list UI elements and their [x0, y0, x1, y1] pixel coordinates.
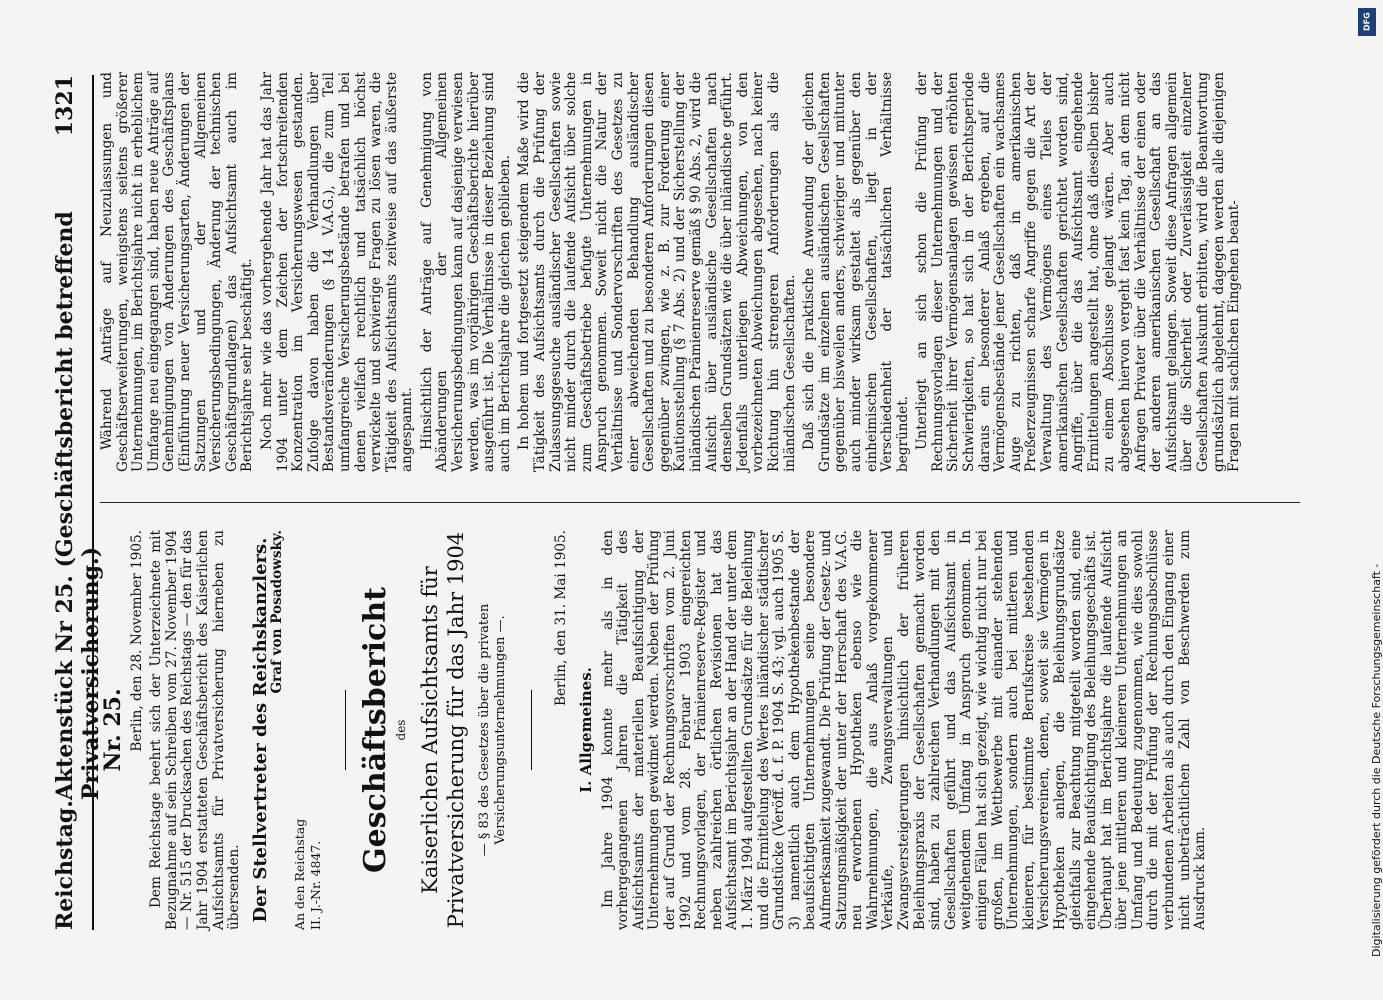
column-divider	[100, 502, 1300, 503]
right-column	[100, 72, 1247, 472]
page-number: 1321	[52, 75, 78, 137]
body-paragraph: Unterliegt an sich schon die Prüfung der Rechnungsvorlagen dieser Unternehmungen und der Sicherheit ihrer Vermögensanlagen gewissen erhöhten Schwierigkeiten, so hat sich in der Berichtsperiode daraus ein besonderer Anlaß ergeben, auf die Vermögensbestände jener Gesellschaften ein wachsames Auge zu richten, daß in amerikanischen Preßerzeugnissen scharfe Angriffe gegen die Art der Verwaltung des Vermögens eines Teiles der amerikanischen Gesellschaften gerichtet worden sind, Angriffe, über die das Aufsichtsamt eingehende Ermittelungen angestellt hat, ohne daß dieselben bisher zu einem Abschlusse gelangt wären. Aber auch abgesehen hiervon vergeht fast kein Tag, an dem nicht Anfragen Privater über die Verhältnisse der einen oder der anderen amerikanischen Gesellschaft an das Aufsichtsamt gelangen. Soweit diese Anfragen allgemein über die Sicherheit oder Zuverlässigkeit einzelner Gesellschaften Auskunft erbitten, wird die Beantwortung grundsätzlich abgelehnt, dagegen werden alle diejenigen Fragen mit sachlichen Eingehen beant-	[914, 72, 1243, 472]
divider	[345, 690, 346, 770]
header-rule	[92, 75, 94, 930]
signature-name: Graf von Posadowsky.	[269, 530, 286, 694]
body-paragraph: Hinsichtlich der Anträge auf Genehmigung von Abänderungen der Allgemeinen Versicherungsbedingungen kann auf dasjenige verwiesen werden, was im vorjährigen Geschäftsberichte hierüber ausgeführt ist. Die Verhältnisse in dieser Beziehung sind auch im Berichtsjahre die gleichen geblieben.	[418, 72, 513, 472]
legal-reference: — § 83 des Gesetzes über die privaten Versicherungsunternehmungen —.	[477, 603, 508, 857]
dfg-logo: DFG	[1358, 8, 1376, 36]
body-paragraph: Während Anträge auf Neuzulassungen und Geschäftserweiterungen, wenigstens seitens größerer Unternehmungen, im Berichtsjahre nicht in erheblichem Umfange neu eingegangen sind, haben neue Anträge auf Genehmigungen von Änderungen des Geschäftsplans (Einführung neuer Versicherungsarten, Änderungen der Satzungen und der Allgemeinen Versicherungsbedingungen, Änderung der technischen Geschäftsgrundlagen) das Aufsichtsamt auch im Berichtsjahre sehr beschäftigt.	[99, 72, 256, 472]
page-header	[52, 75, 104, 930]
title-article: des	[393, 719, 408, 741]
report-subtitle: Kaiserlichen Aufsichtsamts für Privatversicherung für das Jahr 1904	[418, 531, 469, 929]
date-line: Berlin, den 28. November 1905.	[128, 530, 145, 752]
section-heading: I. Allgemeines.	[577, 667, 596, 793]
header-center: Aktenstück Nr 25. (Geschäftsbericht betreffend Privatversicherung.)	[52, 211, 104, 801]
body-paragraph: In hohem und fortgesetzt steigendem Maße wird die Tätigkeit des Aufsichtsamts durch die Prüfung der Zulassungsgesuche ausländischer Gesellschaften sowie nicht minder durch die laufende Aufsicht über solche zum Geschäftsbetriebe befugte Unternehmungen in Anspruch genommen. Soweit nicht die Natur der Verhältnisse und Sondervorschriften des Gesetzes zu einer abweichenden Behandlung ausländischer Gesellschaften und zu besonderen Anforderungen diesen gegenüber zwingen, wie z. B. zur Forderung einer Kautionsstellung (§ 7 Abs. 2) und der Sicherstellung der inländischen Prämienreserve gemäß § 90 Abs. 2, wird die Aufsicht über ausländische Gesellschaften nach denselben Grundsätzen wie die über inländische geführt. Jedenfalls unterliegen Abweichungen, von den vorbezeichneten Abweichungen abgesehen, nach keiner Richtung hin strengeren Anforderungen als die inländischen Gesellschaften.	[516, 72, 798, 472]
date-line: Berlin, den 31. Mai 1905.	[552, 530, 569, 706]
report-title: Geschäftsbericht	[358, 587, 394, 873]
journal-number: II. J.-Nr. 4847.	[307, 840, 323, 930]
address-line: An den Reichstag	[291, 818, 307, 930]
body-paragraph: Noch mehr wie das vorhergehende Jahr hat das Jahr 1904 unter dem Zeichen der fortschreitenden Konzentration im Versicherungswesen gestanden. Zufolge davon haben die Verhandlungen über Bestandsveränderungen (§ 14 V.A.G.), die zum Teil umfangreiche Versicherungsbestände betrafen und bei denen vielfach rechtlich und tatsächlich höchst verwickelte und schwierige Fragen zu lösen waren, die Tätigkeit des Aufsichtsamts zeitweise auf das äußerste angespannt.	[258, 72, 416, 472]
left-column	[100, 530, 1213, 930]
divider	[531, 690, 532, 770]
digitization-note	[1356, 30, 1383, 970]
digitization-text: Digitalisierung gefördert durch die Deutsche Forschungsgemeinschaft -	[1370, 563, 1383, 957]
document-number: Nr. 25.	[100, 688, 126, 772]
intro-paragraph: Dem Reichstage beehrt sich der Unterzeichnete mit Bezugnahme auf sein Schreiben vom 27. November 1904 — Nr. 515 der Drucksachen des Reichstags — den für das Jahr 1904 erstatteten Geschäftsbericht des Kaiserlichen Aufsichtsamts für Privatversicherung hierneben zu übersenden.	[148, 530, 243, 930]
body-paragraph: Im Jahre 1904 konnte mehr als in den vorhergegangenen Jahren die Tätigkeit des Aufsichtsamts der materiellen Beaufsichtigung der Unternehmungen gewidmet werden. Neben der Prüfung der auf Grund der Rechnungsvorschriften vom 2. Juni 1902 und vom 28. Februar 1903 eingereichten Rechnungsvorlagen, der Prämienreserve-Register und neben zahlreichen örtlichen Revisionen hat das Aufsichtsamt im Berichtsjahr an der Hand der unter dem 1. März 1904 aufgestellten Grundsätze für die Beleihung und die Ermittelung des Wertes inländischer städtischer Grundstücke (Veröff. d. f. P. 1904 S. 43; vgl. auch 1905 S. 3) namentlich auch dem Hypothekenbestande der beaufsichtigten Unternehmungen seine besondere Aufmerksamkeit zugewandt. Die Prüfung der Gesetz- und Satzungsmäßigkeit der unter der Herrschaft des V.A.G. neu erworbenen Hypotheken ebenso wie die Wahrnehmungen, die aus Anlaß vorgekommener Verkäufe, Zwangsverwaltungen und Zwangsversteigerungen hinsichtlich der früheren Beleihungspraxis der Gesellschaften gemacht worden sind, haben zu zahlreichen Verhandlungen mit den Gesellschaften geführt und das Aufsichtsamt in weitgehendem Umfang in Anspruch genommen. In einigen Fällen hat sich gezeigt, wie wichtig nicht nur bei großen, im Wettbewerbe mit einander stehenden Unternehmungen, sondern auch bei mittleren und kleineren, für bestimmte Berufskreise bestehenden Versicherungsvereinen, denen, soweit sie Vermögen in Hypotheken anlegen, die Beleihungsgrundsätze gleichfalls zur Beachtung mitgeteilt worden sind, eine eingehende Beaufsichtigung des Beleihungsgeschäfts ist. Überhaupt hat im Berichtsjahre die laufende Aufsicht über jene mittleren und kleineren Unternehmungen an Umfang und Bedeutung zugenommen, wie dies sowohl durch die mit der Prüfung der Rechnungsabschlüsse verbundenen Arbeiten als auch durch den Eingang einer nicht unbeträchtlichen Zahl von Beschwerden zum Ausdruck kam.	[599, 530, 1209, 930]
body-paragraph: Daß sich die praktische Anwendung der gleichen Grundsätze im einzelnen ausländischen Gesellschaften gegenüber bisweilen anders, schwieriger und mitunter auch minder wirksam gestaltet als gegenüber den einheimischen Gesellschaften, liegt in der Verschiedenheit der tatsächlichen Verhältnisse begründet.	[801, 72, 911, 472]
header-left: Reichstag.	[52, 800, 78, 930]
signature-title: Der Stellvertreter des Reichskanzlers.	[249, 537, 271, 923]
